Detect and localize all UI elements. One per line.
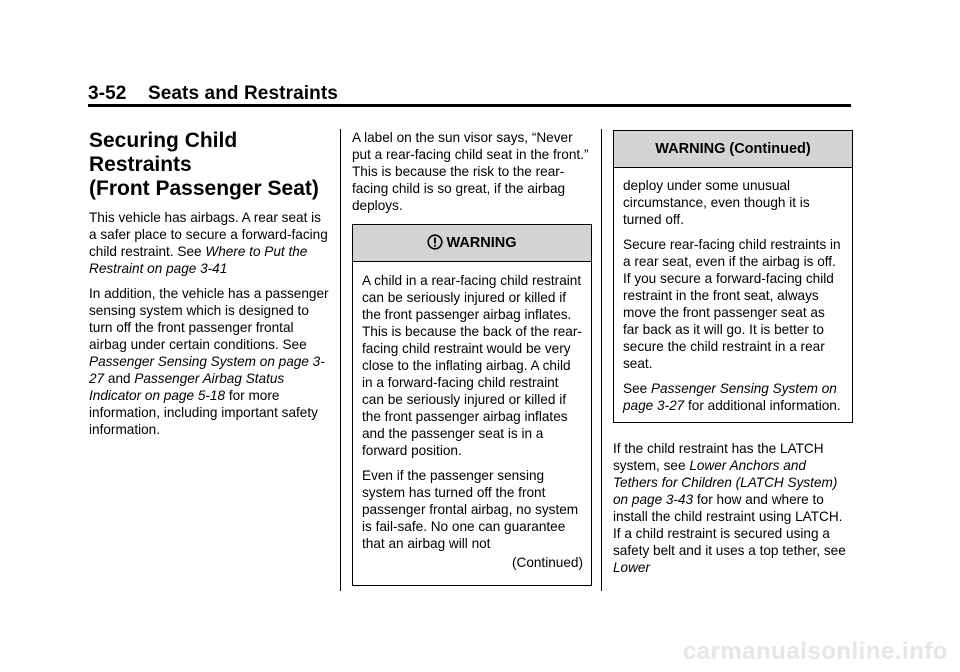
cross-reference-link[interactable]: Lower Anchors and Tethers for Children (LATCH System) on page 3-43 <box>613 458 838 507</box>
warning-paragraph: Secure rear-facing child restraints in a rear seat, even if the airbag is off. If you secure a forward-facing child restraint in the front seat, always move the front passenger seat as far back as it will go. It is better to secure the child restraint in a rear seat. <box>623 237 841 371</box>
cross-reference-link[interactable]: Lower <box>613 560 651 575</box>
warning-title: WARNING <box>446 235 517 251</box>
cross-reference-link[interactable]: Passenger Sensing System on page 3-27 <box>89 354 325 386</box>
paragraph: A label on the sun visor says, “Never put a rear-facing child seat in the front.” This is because the risk to the rear-facing child is so great, if the airbag deploys. <box>352 130 589 213</box>
warning-paragraph: Even if the passenger sensing system has turned off the front passenger frontal airbag, no system is fail-safe. No one can guarantee that an airbag will not <box>362 468 579 551</box>
column-divider-1 <box>340 129 341 591</box>
warning-header: WARNING (Continued) <box>614 131 852 168</box>
page-header <box>88 83 338 105</box>
cross-reference-link[interactable]: Where to Put the Restraint on page 3-41 <box>89 244 308 276</box>
column-1 <box>89 129 329 446</box>
warning-paragraph: See Passenger Sensing System on page 3-27 for additional information. <box>623 381 841 413</box>
cross-reference-link[interactable]: Passenger Airbag Status Indicator on page 5-18 <box>89 371 285 403</box>
watermark: carmanualsonline.info <box>682 638 948 665</box>
warning-box <box>352 224 592 586</box>
warning-box-continued <box>613 130 853 423</box>
page-number: 3-52 <box>88 83 127 104</box>
paragraph: This vehicle has airbags. A rear seat is a safer place to secure a forward-facing child restraint. See Where to Put the Restraint on page 3-41 <box>89 210 328 276</box>
column-3 <box>613 130 853 584</box>
section-heading: Securing Child Restraints (Front Passenger Seat) <box>89 129 319 200</box>
warning-header <box>353 225 591 262</box>
column-divider-2 <box>601 129 602 591</box>
warning-icon <box>427 228 443 264</box>
warning-body <box>614 168 852 422</box>
section-title: Seats and Restraints <box>147 83 338 104</box>
warning-paragraph: deploy under some unusual circumstance, even though it is turned off. <box>623 178 810 227</box>
paragraph: In addition, the vehicle has a passenger sensing system which is designed to turn off the front passenger frontal airbag under certain conditions. See Passenger Sensing System on page 3-27 and Passenger Airbag Status Indicator on page 5-18 for more information, including important safety information. <box>89 286 329 437</box>
paragraph: If the child restraint has the LATCH system, see Lower Anchors and Tethers for Children (LATCH System) on page 3-43 for how and where to install the child restraint using LATCH. If a child restraint is secured using a safety belt and it uses a top tether, see Lower <box>613 441 846 575</box>
continued-label: (Continued) <box>511 555 583 570</box>
warning-paragraph: A child in a rear-facing child restraint can be seriously injured or killed if the front passenger airbag inflates. This is because the back of the rear-facing child restraint would be very close to the inflating airbag. A child in a forward-facing child restraint can be seriously injured or killed if the front passenger airbag inflates and the passenger seat is in a forward position. <box>362 273 582 458</box>
header-rule <box>88 104 851 107</box>
warning-body <box>353 262 591 585</box>
column-2 <box>352 129 592 586</box>
cross-reference-link[interactable]: Passenger Sensing System on page 3-27 <box>623 381 837 413</box>
